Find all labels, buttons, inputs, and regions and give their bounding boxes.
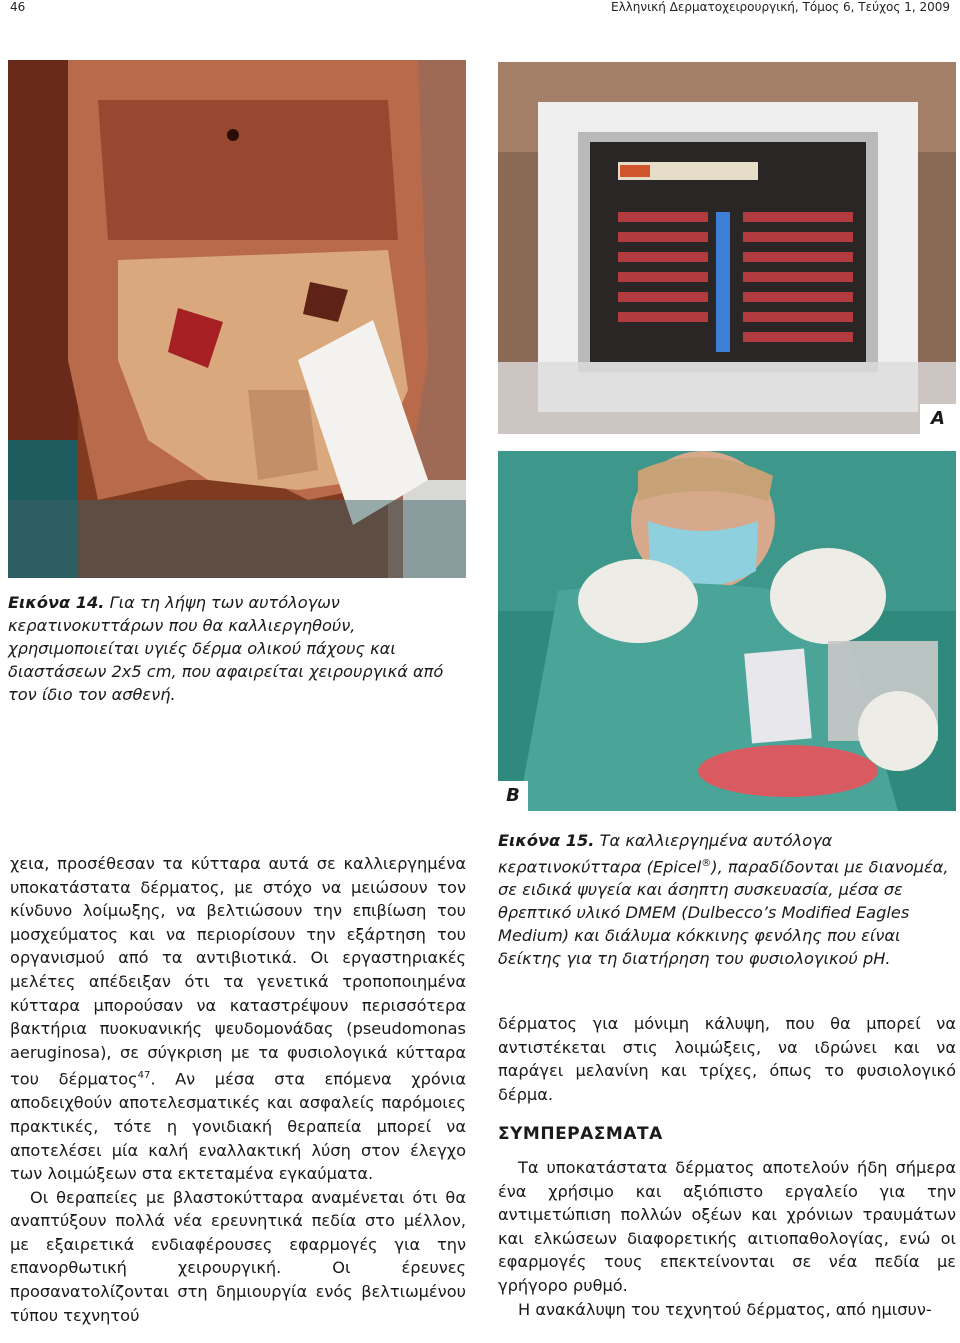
left-paragraph-2: Οι θεραπείες με βλαστοκύτταρα αναμένεται ότι θα αναπτύξουν πολλά νέα ερευνητικά πεδία στο μέλλον, με εξαιρετικά ενδιαφέρουσες εφαρμογές για την επανορθωτική χειρουργική. Οι έρευνες προσανατολίζονται στη δημιουργία ενός βελτιωμένου τύπου τεχνητού: [10, 1187, 466, 1325]
figure-15-caption: [498, 829, 956, 970]
figure-14-label: Εικόνα 14.: [8, 593, 105, 612]
conclusions-heading: ΣΥΜΠΕΡΑΣΜΑΤΑ: [498, 1124, 663, 1144]
surgical-photo-illustration: [8, 60, 466, 578]
right-paragraph-2: Τα υποκατάστατα δέρματος αποτελούν ήδη σήμερα ένα χρήσιμο και αξιόπιστο εργαλείο για την αντιμετώπιση πολλών οξέων και χρόνιων τραυμάτων και ελκώσεων διαφορετικής αιτιοπαθολογίας, ενώ οι εφαρμογές τους επεκτείνονται σε νέα πεδία με γρήγορο ρυθμό.: [498, 1158, 956, 1295]
left-paragraph-1-text-a: χεια, προσέθεσαν τα κύτταρα αυτά σε καλλιεργημένα υποκατάστατα δέρματος, με στόχο να μειώσουν τον κίνδυνο λοίμωξης, να βελτιώσουν την επιβίωση του μοσχεύματος και να περιορίσουν την εξάρτηση του οργανισμού από τα αντιβιοτικά. Οι εργαστηριακές μελέτες απέδειξαν ότι τα γενετικά τροποποιημένα κύτταρα μπορούσαν να καταστρέψουν περισσότερα βακτήρια πυοκυανικής ψευδομονάδας (pseudomonas aeruginosa), σε σύγκριση με τα φυσιολογικά κύτταρα του δέρματος: [10, 854, 466, 1089]
figure-15-caption-text-1: Τα καλλιεργημένα αυτόλογα κερατινοκύτταρα (Epicel: [498, 831, 833, 877]
right-column-bottom: [498, 1156, 956, 1321]
figure-15a-photo: [498, 62, 956, 434]
panel-a-label: A: [920, 404, 956, 434]
left-paragraph-1: [10, 852, 466, 1186]
cooler-box-illustration: [498, 62, 956, 434]
right-column-top: [498, 1012, 956, 1106]
left-column: [10, 852, 466, 1327]
left-paragraph-1-text-b: . Αν μέσα στα επόμενα χρόνια αποδειχθούν αποτελεσματικές και ασφαλείς παρόμοιες πρακτικές, τότε η γονιδιακή θεραπεία μπορεί να αποτελέσει μία καλή εναλλακτική λύση στον έλεγχο των λοιμώξεων στα εκτεταμένα εγκαύματα.: [10, 1069, 466, 1184]
right-paragraph-1: δέρματος για μόνιμη κάλυψη, που θα μπορεί να αντιστέκεται στις λοιμώξεις, να ιδρώνει και να παράγει μελανίνη και τρίχες, όπως το φυσιολογικό δέρμα.: [498, 1014, 956, 1104]
page-number: 46: [10, 0, 26, 14]
surgeon-illustration: [498, 451, 956, 811]
registered-mark: ®: [701, 858, 712, 869]
figure-15b-photo: [498, 451, 956, 811]
reference-47: 47: [137, 1070, 151, 1082]
figure-14-caption: [8, 591, 468, 706]
right-paragraph-3: Η ανακάλυψη του τεχνητού δέρματος, από ημισυν-: [518, 1299, 932, 1319]
figure-14-photo: [8, 60, 466, 578]
figure-15-label: Εικόνα 15.: [498, 831, 595, 850]
figure-14-caption-text: Για τη λήψη των αυτόλογων κερατινοκυττάρων που θα καλλιεργηθούν, χρησιμοποιείται υγιές δέρμα ολικού πάχους και διαστάσεων 2x5 cm, που αφαιρείται χειρουργικά από τον ίδιο τον ασθενή.: [8, 593, 444, 704]
figure-15-caption-text-2: ), παραδίδονται με διανομέα, σε ειδικά ψυγεία και άσηπτη συσκευασία, μέσα σε θρεπτικό υλικό DMEM (Dulbecco’s Modified Eagles Medium) και διάλυμα κόκκινης φενόλης που είναι δείκτης για τη διατήρηση του φυσιολογικού pH.: [498, 857, 949, 969]
panel-b-label: B: [498, 781, 528, 811]
journal-header: Ελληνική Δερματοχειρουργική, Τόμος 6, Τεύχος 1, 2009: [611, 0, 950, 14]
